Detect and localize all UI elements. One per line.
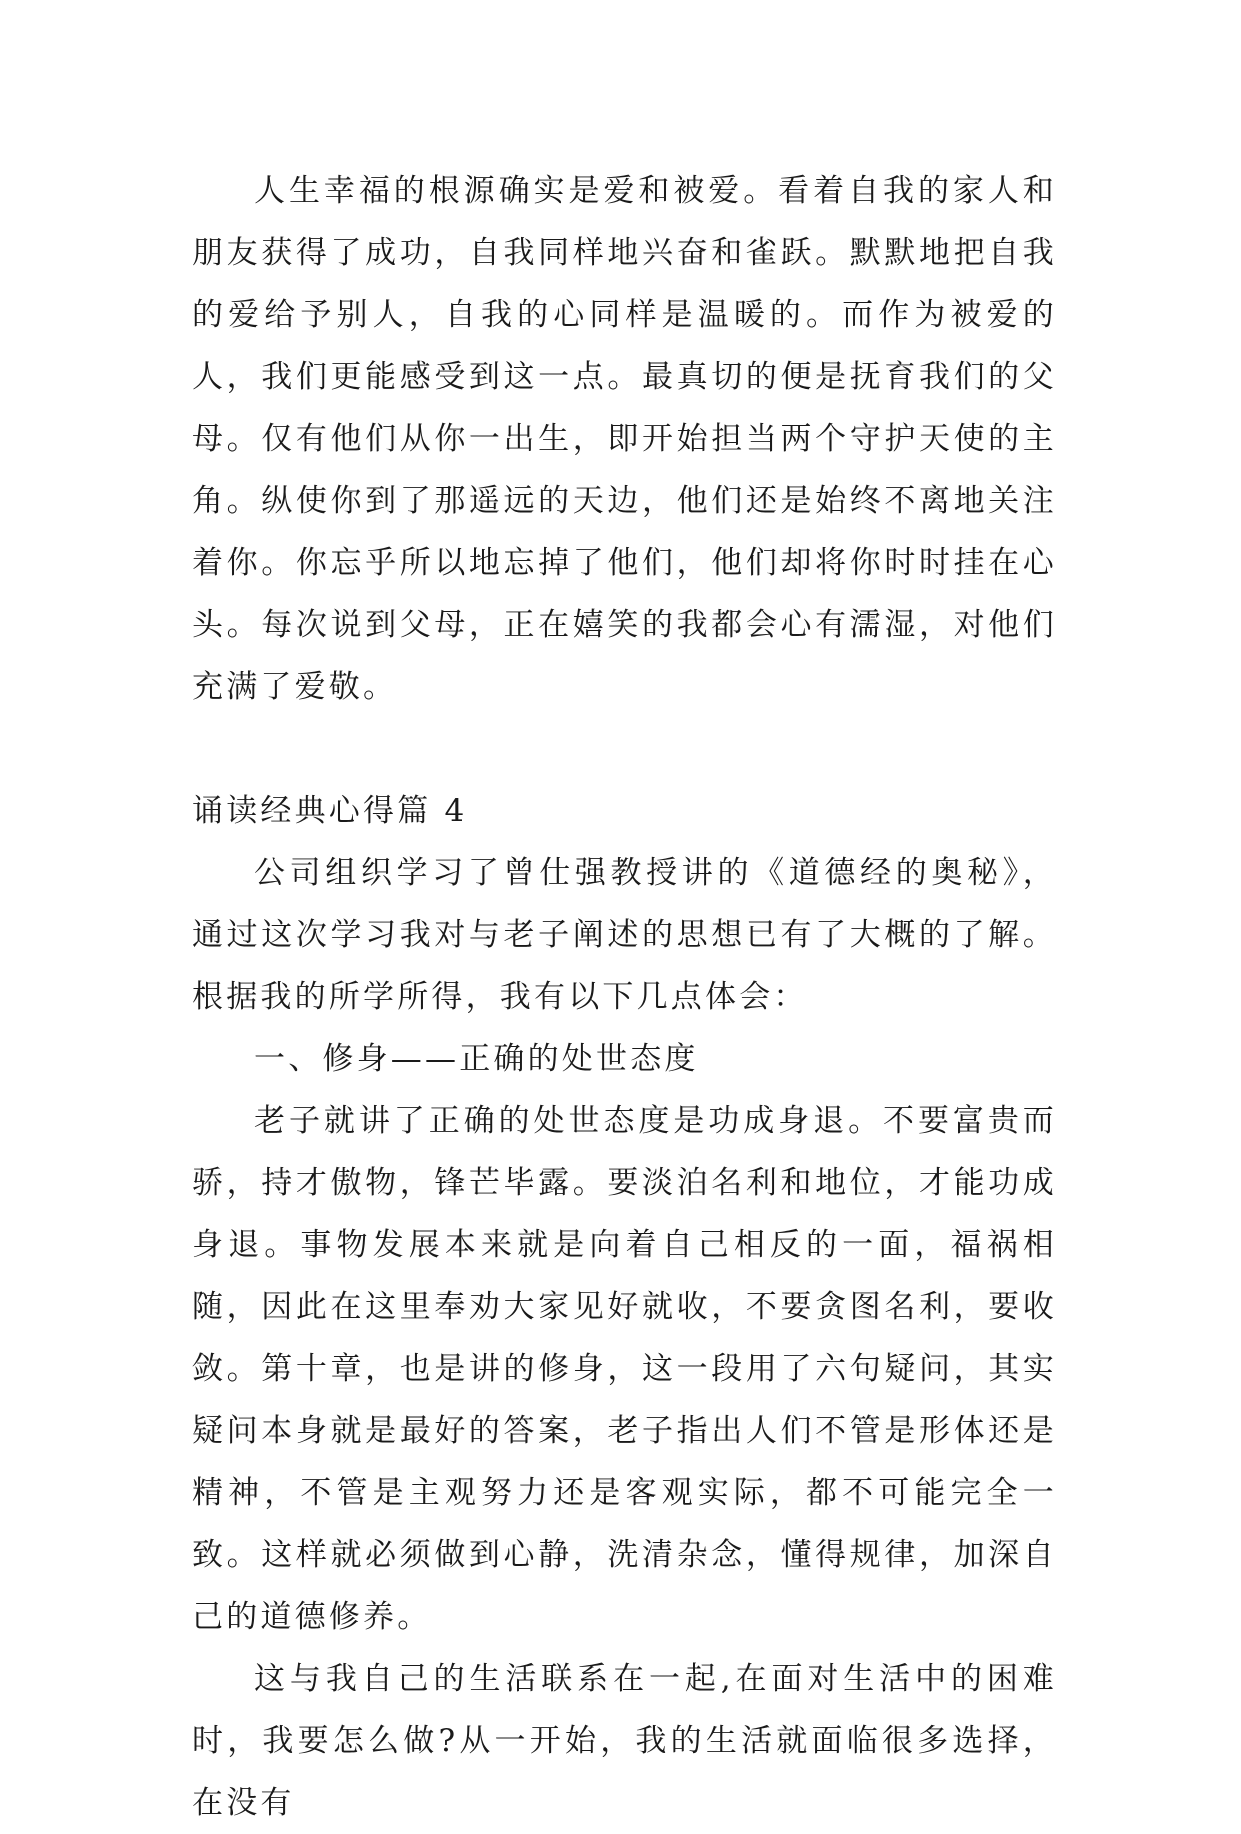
subheading-self-cultivation: 一、修身——正确的处世态度 <box>254 1041 699 1077</box>
paragraph-laozi: 老子就讲了正确的处世态度是功成身退。不要富贵而骄，持才傲物，锋芒毕露。要淡泊名利和地位，才能功成身退。事物发展本来就是向着自己相反的一面，福祸相随，因此在这里奉劝大家见好就收，不要贪图名利，要收敛。第十章，也是讲的修身，这一段用了六句疑问，其实疑问本身就是最好的答案，老子指出人们不管是形体还是精神，不管是主观努力还是客观实际，都不可能完全一致。这样就必须做到心静，洗清杂念，懂得规律，加深自己的道德修养。 <box>192 1103 1057 1635</box>
paragraph-intro: 公司组织学习了曾仕强教授讲的《道德经的奥秘》，通过这次学习我对与老子阐述的思想已有了大概的了解。根据我的所学所得，我有以下几点体会： <box>192 855 1057 1015</box>
paragraph-life: 这与我自己的生活联系在一起,在面对生活中的困难时，我要怎么做?从一开始，我的生活就面临很多选择，在没有 <box>192 1661 1057 1821</box>
paragraph-love: 人生幸福的根源确实是爱和被爱。看着自我的家人和朋友获得了成功，自我同样地兴奋和雀跃。默默地把自我的爱给予别人，自我的心同样是温暖的。而作为被爱的人，我们更能感受到这一点。最真切的便是抚育我们的父母。仅有他们从你一出生，即开始担当两个守护天使的主角。纵使你到了那遥远的天边，他们还是始终不离地关注着你。你忘乎所以地忘掉了他们，他们却将你时时挂在心头。每次说到父母，正在嬉笑的我都会心有濡湿，对他们充满了爱敬。 <box>192 173 1057 705</box>
document-body <box>192 160 1057 1834</box>
section-title: 诵读经典心得篇 4 <box>192 793 468 829</box>
